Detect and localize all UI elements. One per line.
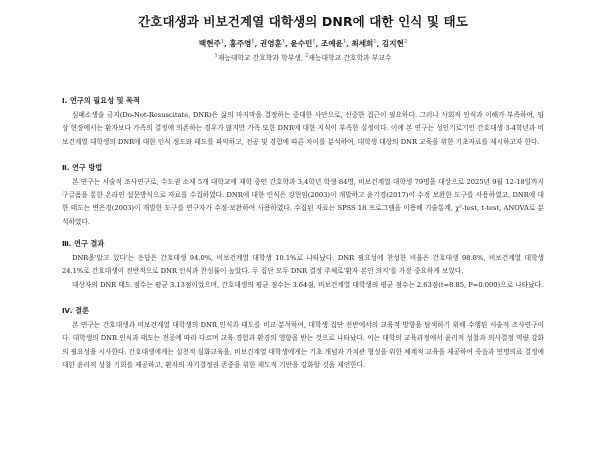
author: 홍주영$^1$, [229,38,260,48]
affiliation-line [62,52,544,62]
paper-title: 간호대생과 비보건계열 대학생의 DNR에 대한 인식 및 태도 [138,14,468,29]
section-heading: Ⅳ. 결론 [62,305,90,315]
body-paragraph: 심폐소생술 금지(Do-Not-Resuscitate, DNR)은 삶의 마지막을 결정하는 중대한 사안으로, 신중한 접근이 필요하다. 그러나 사회적 인식과 이해가 부족하여, 임상 현장에서는 환자보다 가족의 결정에 의존하는 경우가 많지만 가족 또한 DNR에 대한 지식이 부족한 실정이다. 이에 본 연구는 성인기로기인 간호대생 3-4학년과 비보건계열 대학생의 DNR에 대한 인식 정도와 태도를 파악하고, 전공 및 경험에 따른 차이를 분석하여, 대학생 대상의 DNR 교육을 위한 기초자료를 제시하고자 한다. [62,111,544,146]
section-results [62,239,544,292]
body-paragraph: 본 연구는 간호대생과 비보건계열 대학생의 DNR 인식과 태도를 비교·분석하여, 대학생 집단 전반에서의 교육적 방향을 탐색하기 위해 수행된 서술적 조사연구이다. 대학생의 DNR 인식과 태도는 전공에 따라 다르며 교육 경험과 환경의 영향을 받는 것으로 나타났다. 이는 대학의 교육과정에서 윤리적 성찰과 의사결정 역량 강화의 필요성을 시사한다. 간호대생에게는 실천적 심화교육을, 비보건계열 대학생에게는 기초 개념과 가치관 형성을 위한 체계적 교육을 제공하여 죽음과 연명의료 결정에 대한 윤리적 성찰 기회를 제공하고, 환자의 자기결정권 존중을 위한 제도적 기반을 강화할 것을 제언한다. [62,320,544,369]
section-methods [62,163,544,229]
section-conclusion [62,306,544,372]
author: 권영훈$^1$, [259,38,291,48]
author: 조예윤$^1$, [320,38,352,48]
section-heading: Ⅰ. 연구의 필요성 및 목적 [62,96,140,105]
body-paragraph: DNR을'알고 있다'는 응답은 간호대생 94.0%, 비보건계열 대학생 10.1%로 나타났다. DNR 필요성에 찬성한 비율은 간호대생 98.8%, 비보건계열 대학생 24.1%로 간호대생이 전반적으로 DNR 인식과 찬성률이 높았다. 두 집단 모두 DNR 결정 주체로'환자 본인 의지'를 가장 중요하게 보았다. [62,254,544,276]
author: 백현주$^1$, [198,38,230,48]
affiliation: $^1$재능대학교 간호학과 학부생, [214,52,306,62]
section-heading: Ⅱ. 연구 방법 [62,162,103,172]
body-paragraph: 본 연구는 서술적 조사연구로, 수도권 소재 5개 대학교에 재학 중인 간호학과 3,4학년 학생 84명, 비보건계열 대학생 79명을 대상으로 2025년 9월 12-18일까지 구글폼을 통한 온라인 설문방식으로 자료를 수집하였다. DNR에 대한 인식은 강현임(2003)이 개발하고 윤기경(2017)이 수정 보완한 도구를 사용하였고, DNR에 대한 태도는 변은경(2003)이 개발한 도구를 연구자가 수정·보완하여 사용하였다. 수집된 자료는 SPSS 18 프로그램을 이용해 기술통계, χ²-test, t-test, ANOVA로 분석하였다. [62,177,544,226]
author: 최세희$^1$, [351,38,382,48]
body-paragraph: 대상자의 DNR 태도 점수는 평균 3.13점이었으며, 간호대생의 평균 점수는 3.64점, 비보건계열 대학생의 평균 점수는 2.63점(t=8.85, P=0.000)으로 나타났다. [72,280,544,289]
author: 윤수민$^1$, [290,38,321,48]
section-background [62,96,544,149]
section-heading: Ⅲ. 연구 결과 [62,239,105,249]
author-list [62,38,544,49]
author: 김지현$^2$ [381,38,408,48]
affiliation: $^2$재능대학교 간호학과 부교수 [305,52,392,62]
